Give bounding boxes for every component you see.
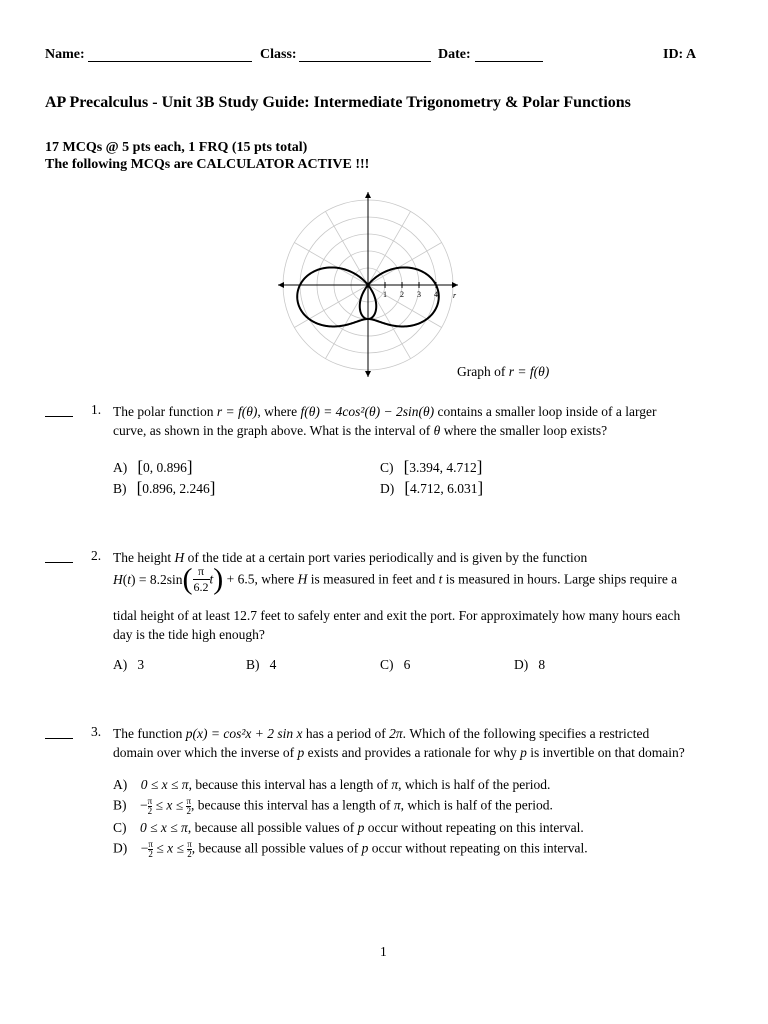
q2-choice-a[interactable]: A) 3 <box>113 657 145 672</box>
question-2-text: The height H of the tide at a certain port varies periodically and is given by the function <box>113 550 588 565</box>
question-3-text: The function p(x) = cos²x + 2 sin x has a period of 2π. Which of the following specifies a restricted domain over which the inverse of p exists and provides a rationale for why p is invertible on that domain? <box>113 726 685 760</box>
q3-choice-b[interactable]: B) − $\frac{\pi}{2}$ ≤ x ≤ $\frac{\pi}{2}$ , because this interval has a length of π, which is half of the period. <box>113 796 553 816</box>
date-field[interactable] <box>475 61 543 62</box>
arrow-down-icon <box>365 371 371 377</box>
answer-blank-3[interactable] <box>45 738 73 739</box>
q3-choice-d[interactable]: D) − $\frac{\pi}{2}$ ≤ x ≤ $\frac{\pi}{2}$ , because all possible values of p occur without repeating on this interval. <box>113 839 588 859</box>
page-number: 1 <box>380 944 387 959</box>
class-label: Class: <box>260 47 297 62</box>
page-title: AP Precalculus - Unit 3B Study Guide: Intermediate Trigonometry & Polar Functions <box>45 94 631 111</box>
answer-blank-1[interactable] <box>45 416 73 417</box>
arrow-left-icon <box>278 282 284 288</box>
tick-label-1: 1 <box>383 290 387 299</box>
q1-choice-c[interactable]: C) [3.394, 4.712] <box>380 457 483 476</box>
question-2-text-cont: tidal height of at least 12.7 feet to safely enter and exit the port. For approximately how many hours each day is the tide high enough? <box>113 608 681 642</box>
q1-choice-d[interactable]: D) [4.712, 6.031] <box>380 478 484 497</box>
arrow-right-icon <box>452 282 458 288</box>
question-number-2: 2. <box>91 548 102 563</box>
q1-choice-b[interactable]: B) [0.896, 2.246] <box>113 478 216 497</box>
q3-choice-c[interactable]: C) 0 ≤ x ≤ π, because all possible values of p occur without repeating on this interval. <box>113 820 584 835</box>
tick-label-3: 3 <box>417 290 421 299</box>
name-label: Name: <box>45 47 85 62</box>
axis-label-r: r <box>453 291 457 300</box>
question-1-text: The polar function r = f(θ), where f(θ) = 4cos²(θ) − 2sin(θ) contains a smaller loop inside of a larger curve, as shown in the graph above. What is the interval of θ where the smaller loop exists? <box>113 404 657 438</box>
subtitle-calculator: The following MCQs are CALCULATOR ACTIVE !!! <box>45 157 370 172</box>
polar-grid-spoke <box>368 211 411 285</box>
question-number-3: 3. <box>91 724 102 739</box>
polar-grid-spoke <box>326 211 369 285</box>
q2-choice-b[interactable]: B) 4 <box>246 657 277 672</box>
graph-caption: Graph of r = f(θ) <box>457 364 550 379</box>
class-field[interactable] <box>299 61 431 62</box>
tick-label-2: 2 <box>400 290 404 299</box>
q3-choice-a[interactable]: A) 0 ≤ x ≤ π, because this interval has a length of π, which is half of the period. <box>113 777 551 792</box>
date-label: Date: <box>438 47 471 62</box>
id-label: ID: A <box>663 47 697 62</box>
arrow-up-icon <box>365 192 371 198</box>
name-field[interactable] <box>88 61 252 62</box>
tide-fraction: $\frac{\pi}{6.2}$ <box>193 564 209 594</box>
tide-formula-line: H(t) = 8.2sin( $\frac{\pi}{6.2}$ t) + 6.5, where H is measured in feet and t is measured in hours. Large ships require a <box>113 562 678 596</box>
subtitle-points: 17 MCQs @ 5 pts each, 1 FRQ (15 pts total) <box>45 140 308 155</box>
q2-choice-d[interactable]: D) 8 <box>514 657 546 672</box>
answer-blank-2[interactable] <box>45 562 73 563</box>
q2-choice-c[interactable]: C) 6 <box>380 657 411 672</box>
polar-graph <box>270 186 470 386</box>
q1-choice-a[interactable]: A) [0, 0.896] <box>113 457 193 476</box>
tick-label-4: 4 <box>434 290 438 299</box>
question-number-1: 1. <box>91 402 102 417</box>
